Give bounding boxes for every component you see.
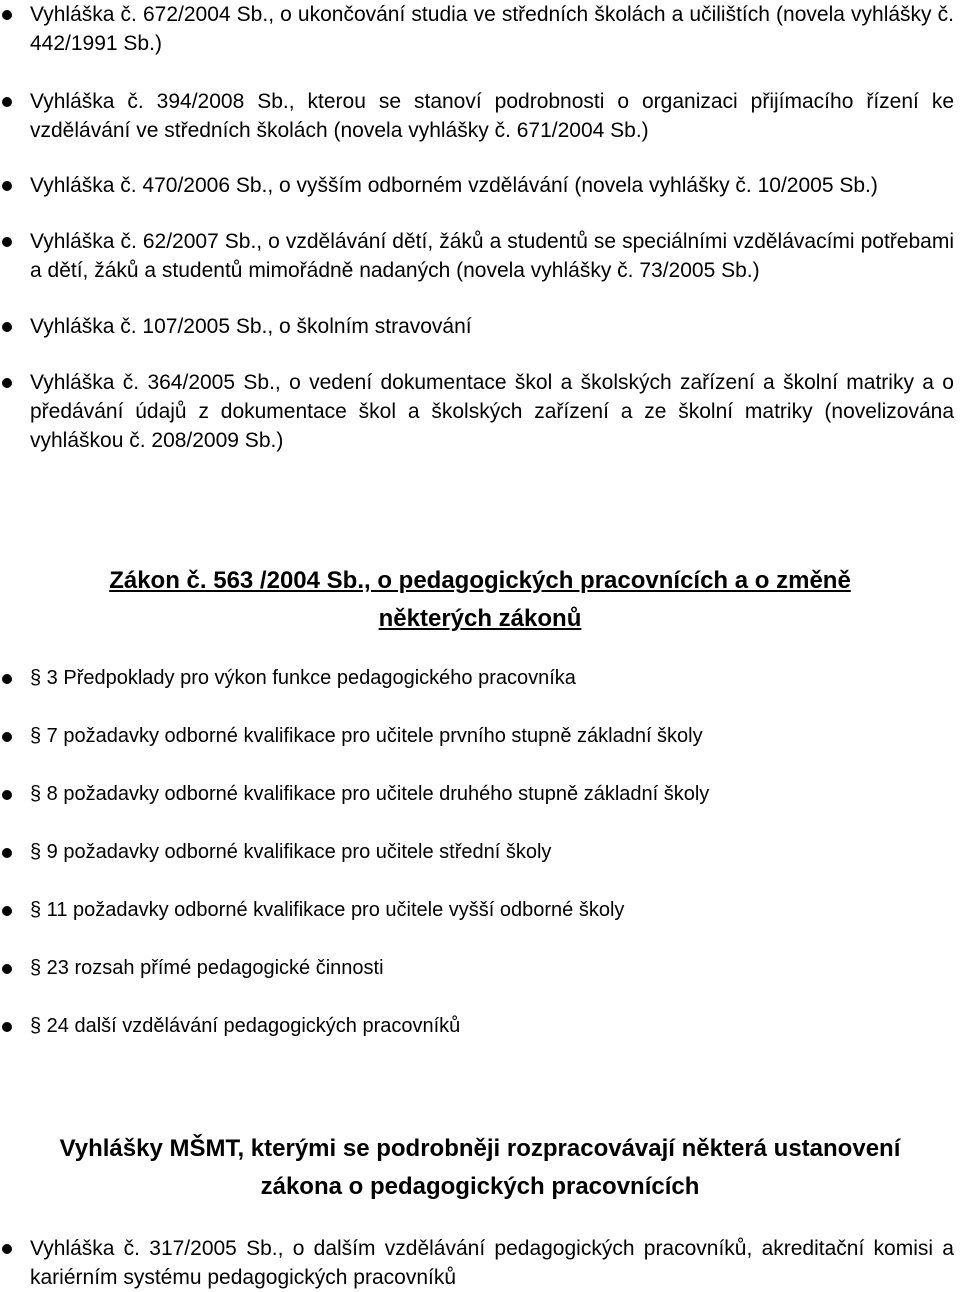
- section-heading: [0, 1130, 960, 1206]
- decree-list: [0, 0, 960, 455]
- list-item: [0, 1234, 960, 1292]
- list-item-text: § 8 požadavky odborné kvalifikace pro učitele druhého stupně základní školy: [30, 783, 710, 805]
- heading-line-2: zákona o pedagogických pracovnících: [260, 1173, 700, 1200]
- list-item: [0, 368, 960, 455]
- bullet-icon: [2, 10, 12, 20]
- list-item: [0, 87, 960, 145]
- list-item-text: § 9 požadavky odborné kvalifikace pro učitele střední školy: [30, 841, 552, 863]
- list-item-text: § 7 požadavky odborné kvalifikace pro učitele prvního stupně základní školy: [30, 725, 703, 747]
- paragraph-list: [0, 664, 960, 1040]
- list-item-text: Vyhláška č. 672/2004 Sb., o ukončování studia ve středních školách a učilištích (novela vyhlášky č. 442/1991 Sb.): [30, 3, 954, 55]
- list-item: [0, 227, 960, 285]
- bullet-icon: [2, 790, 12, 800]
- list-item: [0, 722, 960, 750]
- bullet-icon: [2, 848, 12, 858]
- bullet-icon: [2, 964, 12, 974]
- list-item: [0, 780, 960, 808]
- heading-line-1: Vyhlášky MŠMT, kterými se podrobněji rozpracovávají některá ustanovení: [59, 1135, 901, 1162]
- bullet-icon: [2, 378, 12, 388]
- list-item: [0, 312, 960, 341]
- bullet-icon: [2, 674, 12, 684]
- list-item: [0, 0, 960, 58]
- list-item: [0, 171, 960, 200]
- list-item-text: § 24 další vzdělávání pedagogických pracovníků: [30, 1015, 461, 1037]
- decree-list-2: [0, 1234, 960, 1292]
- bullet-icon: [2, 97, 12, 107]
- list-item-text: Vyhláška č. 364/2005 Sb., o vedení dokumentace škol a školských zařízení a školní matriky a o předávání údajů z dokumentace škol a školských zařízení a ze školní matriky (novelizována vyhláškou č. 208/2009 Sb.): [30, 371, 954, 452]
- bullet-icon: [2, 237, 12, 247]
- heading-line-1: Zákon č. 563 /2004 Sb., o pedagogických pracovnících a o změně: [109, 567, 851, 594]
- bullet-icon: [2, 181, 12, 191]
- bullet-icon: [2, 732, 12, 742]
- bullet-icon: [2, 322, 12, 332]
- heading-line-2: některých zákonů: [378, 605, 582, 632]
- list-item: [0, 954, 960, 982]
- list-item-text: § 23 rozsah přímé pedagogické činnosti: [30, 957, 384, 979]
- list-item: [0, 838, 960, 866]
- list-item-text: Vyhláška č. 317/2005 Sb., o dalším vzdělávání pedagogických pracovníků, akreditační komisi a kariérním systému pedagogických pracovníků: [30, 1237, 954, 1289]
- list-item-text: Vyhláška č. 470/2006 Sb., o vyšším odborném vzdělávání (novela vyhlášky č. 10/2005 Sb.): [30, 174, 878, 197]
- section-heading: [0, 562, 960, 638]
- bullet-icon: [2, 906, 12, 916]
- list-item-text: § 3 Předpoklady pro výkon funkce pedagogického pracovníka: [30, 667, 576, 689]
- list-item: [0, 1012, 960, 1040]
- list-item-text: Vyhláška č. 62/2007 Sb., o vzdělávání dětí, žáků a studentů se speciálními vzdělávacími potřebami a dětí, žáků a studentů mimořádně nadaných (novela vyhlášky č. 73/2005 Sb.): [30, 230, 954, 282]
- bullet-icon: [2, 1022, 12, 1032]
- bullet-icon: [2, 1244, 12, 1254]
- list-item: [0, 664, 960, 692]
- list-item: [0, 896, 960, 924]
- list-item-text: Vyhláška č. 107/2005 Sb., o školním stravování: [30, 315, 472, 338]
- list-item-text: Vyhláška č. 394/2008 Sb., kterou se stanoví podrobnosti o organizaci přijímacího řízení ke vzdělávání ve středních školách (novela vyhlášky č. 671/2004 Sb.): [30, 90, 954, 142]
- list-item-text: § 11 požadavky odborné kvalifikace pro učitele vyšší odborné školy: [30, 899, 625, 921]
